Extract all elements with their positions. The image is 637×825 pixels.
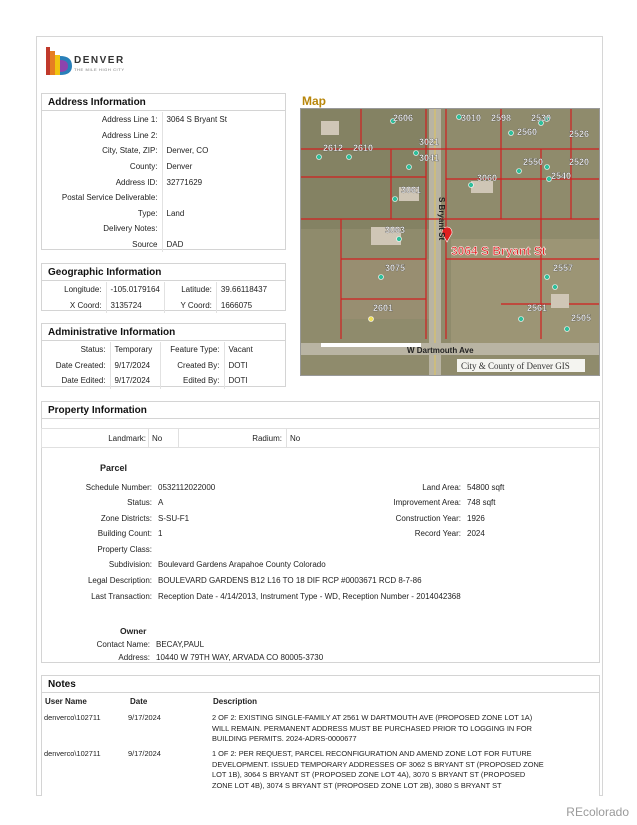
parcel-number-label: 3041 xyxy=(419,153,440,163)
latitude-value: 39.66118437 xyxy=(220,285,268,295)
parcel-number-label: 2505 xyxy=(571,313,592,323)
aerial-map-svg xyxy=(301,109,600,376)
parcel-number-label: 2601 xyxy=(373,303,394,313)
address-info-title: Address Information xyxy=(42,94,285,111)
parcel-number-label: 3010 xyxy=(461,113,482,123)
address-row xyxy=(42,206,231,222)
parcel-number-label: 3021 xyxy=(419,137,440,147)
address-field-label: City, State, ZIP: xyxy=(42,143,162,159)
address-row xyxy=(42,174,231,190)
improvement-value: 748 sqft xyxy=(467,498,496,507)
address-field-value: DAD xyxy=(166,240,184,250)
owner-address-value: 10440 W 79TH WAY, ARVADA CO 80005-3730 xyxy=(156,653,324,662)
status-label: Status: xyxy=(42,342,110,358)
address-row xyxy=(42,112,231,128)
note-line: BUILDING PERMITS. 2024-ADRS-0000677 xyxy=(212,734,357,743)
radium-value: No xyxy=(290,434,301,443)
note-2-description xyxy=(212,749,600,791)
feature-type-value: Vacant xyxy=(228,345,253,355)
brand-name: DENVER xyxy=(74,55,125,66)
map-credit: City & County of Denver GIS xyxy=(461,361,570,371)
parcel-number-label: 2606 xyxy=(393,113,414,123)
notes-col-date: Date xyxy=(130,697,148,706)
administrative-info-table xyxy=(42,342,257,389)
parcel-number-label: 3063 xyxy=(385,225,406,235)
contact-name-value: BECAY,PAUL xyxy=(156,640,205,649)
building-count-label: Building Count: xyxy=(97,529,152,538)
parcel-number-label: 2520 xyxy=(569,157,590,167)
note-1-user: denverco\102711 xyxy=(44,713,101,722)
address-field-value: 32771629 xyxy=(166,177,203,187)
notes-col-description: Description xyxy=(213,697,258,706)
note-line: WILL REMAIN. PERMANENT ADDRESS MUST BE PURCHASED PRIOR TO LOGGING IN FOR xyxy=(212,723,532,733)
address-field-value xyxy=(162,190,231,206)
xcoord-label: X Coord: xyxy=(42,298,106,314)
land-area-value: 54800 sqft xyxy=(467,483,505,492)
record-year-value: 2024 xyxy=(467,529,485,538)
address-field-label: Delivery Notes: xyxy=(42,221,162,237)
parcel-number-label: 2612 xyxy=(323,143,344,153)
address-info-table xyxy=(42,112,231,252)
created-by-value: DOTI xyxy=(228,360,248,370)
map-street-horizontal: W Dartmouth Ave xyxy=(407,346,474,355)
created-by-label: Created By: xyxy=(160,358,224,374)
last-transaction-label: Last Transaction: xyxy=(91,592,152,601)
parcel-number-label: 2526 xyxy=(569,129,590,139)
map-address-label: 3064 S Bryant St xyxy=(451,244,546,258)
address-field-label: Address ID: xyxy=(42,174,162,190)
parcel-number-label: 2561 xyxy=(527,303,548,313)
last-transaction-value: Reception Date - 4/14/2013, Instrument Type - WD, Reception Number - 2014042368 xyxy=(158,592,461,601)
property-class-label: Property Class: xyxy=(97,545,152,554)
address-row xyxy=(42,143,231,159)
note-line: LOT 1B), 3064 S BRYANT ST (PROPOSED ZONE LOT 4A), 3070 S BRYANT ST (PROPOSED xyxy=(212,770,526,779)
note-2-user: denverco\102711 xyxy=(44,749,101,758)
parcel-number-label: 2610 xyxy=(353,143,374,153)
schedule-value: 0532112022000 xyxy=(158,483,216,492)
xcoord-value: 3135724 xyxy=(110,300,142,310)
contact-name-label: Contact Name: xyxy=(96,640,150,649)
ycoord-value: 1666075 xyxy=(220,300,253,310)
address-field-value: 3064 S Bryant St xyxy=(166,115,227,125)
note-line: DEVELOPMENT. ISSUED TEMPORARY ADDRESSES OF 3062 S BRYANT ST (PROPOSED ZONE xyxy=(212,759,544,769)
address-row xyxy=(42,128,231,144)
improvement-label: Improvement Area: xyxy=(393,498,461,507)
property-info-title: Property Information xyxy=(42,402,599,419)
ycoord-label: Y Coord: xyxy=(164,298,216,314)
parcel-number-label: 2550 xyxy=(523,157,544,167)
address-field-value xyxy=(162,221,231,237)
address-field-label: Postal Service Deliverable: xyxy=(42,190,162,206)
owner-address-label: Address: xyxy=(118,653,150,662)
administrative-info-title: Administrative Information xyxy=(42,324,285,341)
parcel-number-label: 3061 xyxy=(401,185,422,195)
notes-title: Notes xyxy=(42,676,599,693)
address-field-label: Type: xyxy=(42,206,162,222)
parcel-map[interactable] xyxy=(300,108,600,376)
parcel-heading: Parcel xyxy=(100,463,128,473)
construction-label: Construction Year: xyxy=(395,514,461,523)
date-edited-label: Date Edited: xyxy=(42,373,110,389)
address-field-label: County: xyxy=(42,159,162,175)
brand-tagline: THE MILE HIGH CITY xyxy=(74,67,125,72)
radium-label: Radium: xyxy=(252,434,282,443)
legal-description-value: BOULEVARD GARDENS B12 L16 TO 18 DIF RCP #0003671 RCD 8-7-86 xyxy=(158,576,422,585)
note-2-date: 9/17/2024 xyxy=(128,749,161,758)
address-row xyxy=(42,237,231,253)
address-field-value: Denver, CO xyxy=(166,146,209,156)
administrative-info-box xyxy=(41,323,286,387)
building-count-value: 1 xyxy=(158,529,163,538)
address-field-value: Denver xyxy=(166,162,193,172)
parcel-number-label: 3075 xyxy=(385,263,406,273)
address-field-value xyxy=(162,128,231,144)
address-field-label: Address Line 1: xyxy=(42,112,162,128)
legal-description-label: Legal Description: xyxy=(87,576,152,585)
map-title: Map xyxy=(302,94,326,108)
address-field-label: Source xyxy=(42,237,162,253)
watermark: REcolorado xyxy=(566,805,629,819)
address-row xyxy=(42,159,231,175)
parcel-number-label: 3060 xyxy=(477,173,498,183)
subdivision-value: Boulevard Gardens Arapahoe County Colorado xyxy=(158,560,326,569)
parcel-number-label: 2598 xyxy=(491,113,512,123)
notes-col-user: User Name xyxy=(45,697,87,706)
zone-label: Zone Districts: xyxy=(100,514,152,523)
construction-value: 1926 xyxy=(467,514,485,523)
note-line: ZONE LOT 4B), 3074 S BRYANT ST (PROPOSED ZONE LOT 2B), 3080 S BRYANT ST xyxy=(212,780,502,790)
edited-by-label: Edited By: xyxy=(160,373,224,389)
parcel-number-label: 2560 xyxy=(517,127,538,137)
landmark-value: No xyxy=(152,434,163,443)
status-value: Temporary xyxy=(114,345,153,355)
parcel-status-label: Status: xyxy=(127,498,152,507)
geographic-info-table xyxy=(42,282,271,313)
address-field-value: Land xyxy=(166,208,185,218)
map-street-vertical: S Bryant St xyxy=(437,197,446,241)
landmark-label: Landmark: xyxy=(108,434,146,443)
schedule-label: Schedule Number: xyxy=(85,483,152,492)
note-1-date: 9/17/2024 xyxy=(128,713,161,722)
subdivision-label: Subdivision: xyxy=(108,560,152,569)
address-row xyxy=(42,221,231,237)
date-edited-value: 9/17/2024 xyxy=(114,376,151,386)
record-year-label: Record Year: xyxy=(414,529,461,538)
parcel-status-value: A xyxy=(158,498,164,507)
edited-by-value: DOTI xyxy=(228,376,248,386)
owner-heading: Owner xyxy=(120,626,147,636)
land-area-label: Land Area: xyxy=(422,483,461,492)
parcel-number-label: 2530 xyxy=(531,113,552,123)
longitude-label: Longitude: xyxy=(42,282,106,298)
address-info-box xyxy=(41,93,286,250)
geographic-info-title: Geographic Information xyxy=(42,264,285,281)
date-created-value: 9/17/2024 xyxy=(114,360,151,370)
parcel-number-label: 2557 xyxy=(553,263,574,273)
address-field-label: Address Line 2: xyxy=(42,128,162,144)
geographic-info-box xyxy=(41,263,286,311)
parcel-number-label: 2540 xyxy=(551,171,572,181)
longitude-value: -105.0179164 xyxy=(110,285,160,295)
note-1-description xyxy=(212,713,600,745)
date-created-label: Date Created: xyxy=(42,358,110,374)
note-line: 1 OF 2: PER REQUEST, PARCEL RECONFIGURATION AND AMEND ZONE LOT FOR FUTURE xyxy=(212,749,532,758)
zone-value: S-SU-F1 xyxy=(158,514,190,523)
note-line: 2 OF 2: EXISTING SINGLE-FAMILY AT 2561 W DARTMOUTH AVE (PROPOSED ZONE LOT 1A) xyxy=(212,713,533,722)
address-row xyxy=(42,190,231,206)
feature-type-label: Feature Type: xyxy=(160,342,224,358)
latitude-label: Latitude: xyxy=(164,282,216,298)
